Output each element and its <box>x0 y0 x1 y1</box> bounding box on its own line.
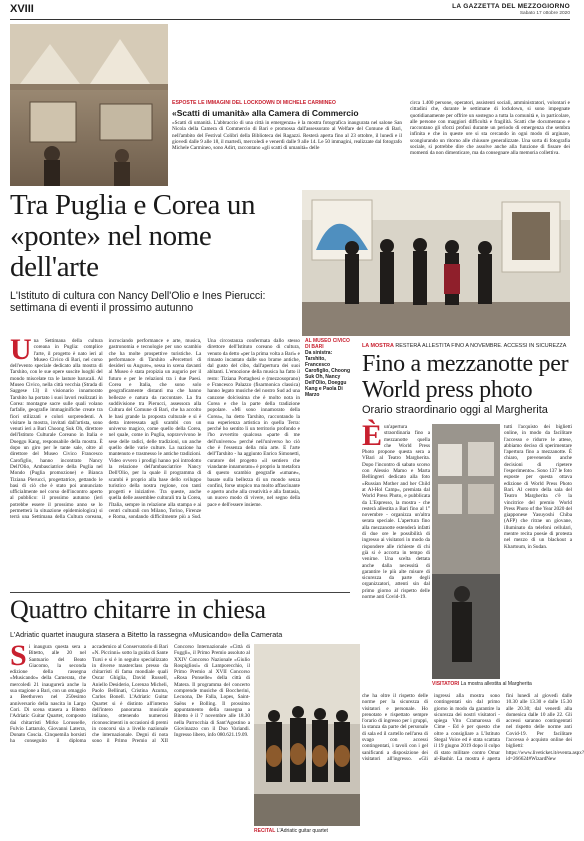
quartet-caption-red: RECITAL <box>254 828 276 834</box>
world-press-title: Fino a mezzanotte per World press photo <box>362 351 569 403</box>
world-press-body-3: tutti l'acquisto dei biglietti online, in modo da facilitare l'accesso e ridurre le attese, abbiamo deciso di sperimentare l'apertura fino a mezzanotte. È chiaro, prevenendo anche decisioni di ripetere l'esperimento». Sono 137 le foto esposte per questa ottava edizione di World Press Photo Bari. Al centro della sala del Teatro Margherita c'è la vincitrice del premio World Press Photo of the Year 2020 del giapponese Yasuyoshi Chiba (AFP) che ritrae un giovane, illuminato da telefoni cellulari, mentre recita poesie di protesta nel mezzo di un blackout a Khartoum, in Sudan. <box>504 424 572 550</box>
top-photo-exhibit <box>10 24 168 186</box>
world-press-caption-rest: La mostra allestita al Margherita <box>460 681 532 687</box>
world-press-photo <box>432 424 500 679</box>
top-box-title: «Scatti di umanità» alla Camera di Commercio <box>172 108 359 118</box>
paper-name: LA GAZZETTA DEL MEZZOGIORNO <box>452 3 570 10</box>
world-press-subtitle: Orario straordinario oggi al Margherita <box>362 404 548 416</box>
museum-group-image <box>302 190 570 336</box>
world-press-body-1: Èun'apertura straordinaria fino a mezzanotte quella che World Press Photo propone questa sera a VBari al Teatro Margherita. Dopo l'incontro di sabato scorso con Alessio Mamo e Marta Bellingreri dedicato alla foto «Russian Mother and her Child at Al-Hol Camp», premiata dal World Press Photo, e pubblicata da L'Espresso, la mostra - che resterà allestita a Bari fino al 1° novembre - organizza un'altra serata speciale. L'apertura fino alla mezzanotte estenderà infatti di due ore le possibilità di ingresso ai visitatori in modo da rispondere alle richieste di chi già si è accorta in tempo di venirne. Una scelta dettata anche dalla necessità di garantire le più alte misure di sicurezza da parte degli organizzatori, attenti sin dal primo giorno al rispetto delle norme anti Covid-19. <box>362 419 430 601</box>
sidebar-label: AL MUSEO CIVICO DI BARI <box>305 338 350 350</box>
museum-group-photo <box>302 190 570 336</box>
top-box-body: «Scatti di umanità. L'abbraccio di una città in emergenza» è la mostra fotografica inaugurata nel salone San Nicola della Camera di Commercio di Bari e promossa dall'assessorato al Welfare del Comune di Bari, nell'ambito del Festival Colibrì della Biblioteca dei Ragazzi. Resterà aperta fino al 23 ottobre, il lunedì e il giovedì dalle 9 alle 18, il martedì, mercoledì e venerdì dalle 9 alle 14. Le 50 immagini, realizzate dal fotografo Michele Carmineo, sono Adirt, raccontano «gli scatti di umanità» delle <box>172 120 402 152</box>
quartet-photo <box>254 644 360 826</box>
guitar-quartet-image <box>254 644 360 826</box>
quattro-subtitle: L'Adriatic quartet inaugura stasera a Bitetto la rassegna «Musicando» della Camerata <box>10 630 283 639</box>
quattro-title: Quattro chitarre in chiesa <box>10 595 266 624</box>
header-rule <box>10 19 570 20</box>
world-press-body-bottom: che ha oltre il rispetto delle norme per la sicurezza di visitatori e personale. Ho prenotato e rispettato sempre l'orario di ingresso per i gruppi, la stanza da parte del personale di sala ed il cartello nell'area di svago con accessi contingentati, i tavoli con i gel sanificanti a disposizione dei visitatori all'ingresso. «Gli ingressi alla mostra sono contingentati sin dal primo giorno in modo da garantire la sicurezza dei nostri visitatori - spiega Vito Cramarossa di Cime - Ed è per questo che oltre a consigliare a L'Istituto Stegal Voice ed è stata scattata il 19 giugno 2019 dopo il colpo di stato militare contro Omar al-Bashir. La mostra è aperta fini lunedì al giovedì dalle 10.30 alle 13.30 e dalle 15.30 alle 20.30; dal venerdì alla domenica dalle 10 alle 22. Gli accessi saranno contingentati nel rispetto delle norme anti Covid-19. Per facilitare l'accesso è acquisto online dei biglietti: https://www.liveticket.it/eventa.aspx?id=266624#WizardNew <box>362 693 584 762</box>
quartet-caption-rest: L'Adriatic guitar quartet <box>276 828 328 834</box>
section-rule <box>10 592 350 593</box>
world-press-photo-caption <box>432 681 572 687</box>
top-box-body-right: circa 1.400 persone, operatori, assistenti sociali, amministratori, volontari e cittadini che, durante le settimane di lockdown, si sono impegnate quotidianamente per offrire un sostegno a tutta la comunità e, in particolare, alle persone con maggiori difficoltà e fragilità. Scatti che documentano e raccontano gli sforzi profusi durante un periodo di emergenza che sembra infinita e che in queste ore si sta cercando in ogni modo di arginare, scongiurando un ritorno alle chiusure generalizzate. Una sorta di fotografia sociale, si potrebbe dire che assolve anche alla funzione di fissare dei momenti da non dimenticare, ma da consegnare alla memoria collettiva. <box>410 100 570 157</box>
main-article-body: Una Settimana della cultura coreana in Puglia: complice l'arte, il progetto è nato ieri al Museo Civico di Bari, nel corso dell'evento speciale dedicato alla mostra di Tarshito, con le sue opere suscite luoghi del mondo miscelate tra le lasture barucali. Al Museo Civico, nella città vecchia (Strada di Saggese 13) il visionario innamorato Tarshito ha portato i suoi lavori realizzati in Corea: montagne sacre sulle quali volano farfalle, geografie immaginifiche create tra fiori stilizzati e colori sorprendenti. A visitare la mostra, invitati dall'artista, sono venuti ieri a Bari Choong Suk Oh, direttore dell'Istituto Culturale Coreano in Italia e Doeggu Kang, responsabile della mostra. È dopo un giro per le tante sale, oltre al direttore del Museo Civico Francesco Carofiglio, hanno incontrato Nancy Dell'Olio, Ambasciatrice della Puglia nel Mondo (Puglia promozione) e Bianca Tiziana Pierucci, progettatrice, gettando le basi di ciò che è stato poi annunciato ufficialmente nel corso dell'incontro aperto al pubblico: il prossimo autunno (ieri potrebbe essere il prossimo anno se lo permetterà la situazione epidemiologica) si terrà una Settimana della Cultura coreana, incrociando performance e arte, musica, gastronomia e tecnologie per uno scambio che ha molte prospettive turistiche. La performance di Tarshito «Percettori di desideri su Augure», sessa in scena davanti al Museo è stata propizia un augurio per il futuro e per le relazioni tra i due Paesi. Corea e Italia, che sono solo geograficamente distanti ma che hanno bellezze e natura da raccontare. La fra suddivisione tra Pierucci, assessora alla Cultura del Comune di Bari, che ha accolto le basi grande la proposta culturale e si è detta interessata agli scambi con un universo magico, come quello della Corea, nel quale, come in Puglia, sopravvivono le sese delle radici, delle tradizioni, un anche quello delle varie culture. La nazione ha mantenuto e trasmesso le antiche tradizioni. Video ovvero i prodigi hanno poi introdotto la relazione dell'ambasciatrice Nancy Dell'Olio, per la quale il programma di scambi è proprio alla base dello sviluppo turistico della nostra regione, con tanti progetti e iniziative. Tra queste, anche quella delle assemblee culturali tra la Corea, l'Italia, sempre in relazione alla stampa e ai centri culturali con Milano, Torino, Firenze e Roma, sondando difficilmente più a Sud. Una circostanza confermata dallo stesso direttore dell'Istituto coreano di cultura, venuto da detto «per la prima volta a Bari» e rimasto incantato dalle suo brame antiche, dal gusto del cibo, dall'apertura dei suoi abitanti. L'emozione della musica ha fatto il resto: Tiziana Portaghesi e (mezzosoprano) e Francesco Palazzo (fisarmonica classica) hanno legato musiche del nostro Sud ad una canzone dolcissima che è molto nota in Corea e che la parte della tradizione popolare. «Mi sono innamorato della Corea», ha detto Tarshito, raccontando la sua esperienza artistica in quella Terra: perché ho sentito lì un territorio profondo e l'ho avvertito qualcosa «parte di me dell'universo» perché nell'universo ho ciò che è l'essenza della mia arte. E l'arte dell'Tarshito - ha aggiunto Enrico Simonetti, curatore del progetto «il sentiero che viandante innamorato» è proprio la metafora di questo scambio geografie «umane», basate sulla bellezza di un mondo senza confini, forse utopico ma molto affascinante e aperto anche alla creatività e alla fantasia, un nuovo modo di vivere, nel segno della pace e dell'essere insieme. <box>10 333 300 521</box>
photo-volunteers-image <box>10 24 168 186</box>
quartet-photo-caption <box>254 828 360 834</box>
page-number: XVIII <box>10 3 34 15</box>
quattro-body: Si inaugura questa sera a Bitetto, alle 20 nel Santuario del Beato Giacomo, la seconda edizione della rassegna «Musicando» della Camerata, che mercoledì 21 inaugurerà anche la sua stagione a Bari, con un omaggio a Beethoven nel 250esimo anniversario della nascita in Largo Cori. Di scena stasera a Bitetto l'Adriatic Guitar Quartet, composto dai chitarristi Mirko Lorusselle, Fulvio Lattarulo, Giovanni Laterra, Donato Coscia. Cinquemila borsisti ha conseguito il diploma accademico al Conservatorio di Bari «N. Piccinni» sotto la guida di Sante Tursi e si è in seguito specializzato in diverse masterclass presso da chitarristi di fama mondiale quali Oscar Ghiglia, David Russell, Aniello Desiderio, Lorenzo Micheli, Paolo Bellinati, Cristina Azuma, Carlos Bonell. L'Adriatic Guitar Quartet si è distinto all'interno dell'intero panorama musicale italiano, ottenendo numerosi riconoscimenti in occasioni di premi in concorsi sia a livello nazionale che internazionale. Degni di nota sono il Primo Premio al XII Concorso Internazionale «Città di Fuggli», il Primo Premio assoluto al XXIV Concorso Nazionale «Giulio Rospigliosi» di Lamporecchio, il Primo Premio al XVII Concorso «Rosa Ponselle» della città di Matera. Il programma del concerto comprende musiche di Boccherini, Lecuona, De Falla, Lopes, Saint-Saëns e Bolling. Il prossimo appuntamento della rassegna a Bitetto è il 7 novembre alle 18.30 nella Parrocchia di Sant'Agostino a Giovinazzo con il Duo Variandi. Ingresso libero, info 080.621.19.09. <box>10 639 250 745</box>
world-press-caption-red: VISITATORI <box>432 681 460 687</box>
top-box-article <box>172 100 402 186</box>
main-subheadline: L'Istituto di cultura con Nancy Dell'Olio e Ines Pierucci: settimana di eventi il prossimo autunno <box>10 290 266 315</box>
world-press-kicker <box>362 343 566 349</box>
world-press-kicker-rest: RESTERÀ ALLESTITA FINO A NOVEMBRE. ACCESSI IN SICUREZZA <box>395 343 567 349</box>
issue-date: Sabato 17 ottobre 2020 <box>519 11 570 16</box>
top-box-kicker: ESPOSTE LE IMMAGINI DEL LOCKDOWN DI MICHELE CARMINEO <box>172 100 336 106</box>
world-press-kicker-red: LA MOSTRA <box>362 343 394 349</box>
main-headline: Tra Puglia e Corea un «ponte» nel nome dell'arte <box>10 189 256 283</box>
photo-sidebar <box>305 338 351 398</box>
sidebar-caption: Da sinistra: Tarshito, Francesco Carofiglio, Choong Suk Oh, Nancy Dell'Olio, Doeggu Kang e Paola Di Marzo <box>305 350 350 398</box>
visitors-photo-image <box>432 424 500 679</box>
